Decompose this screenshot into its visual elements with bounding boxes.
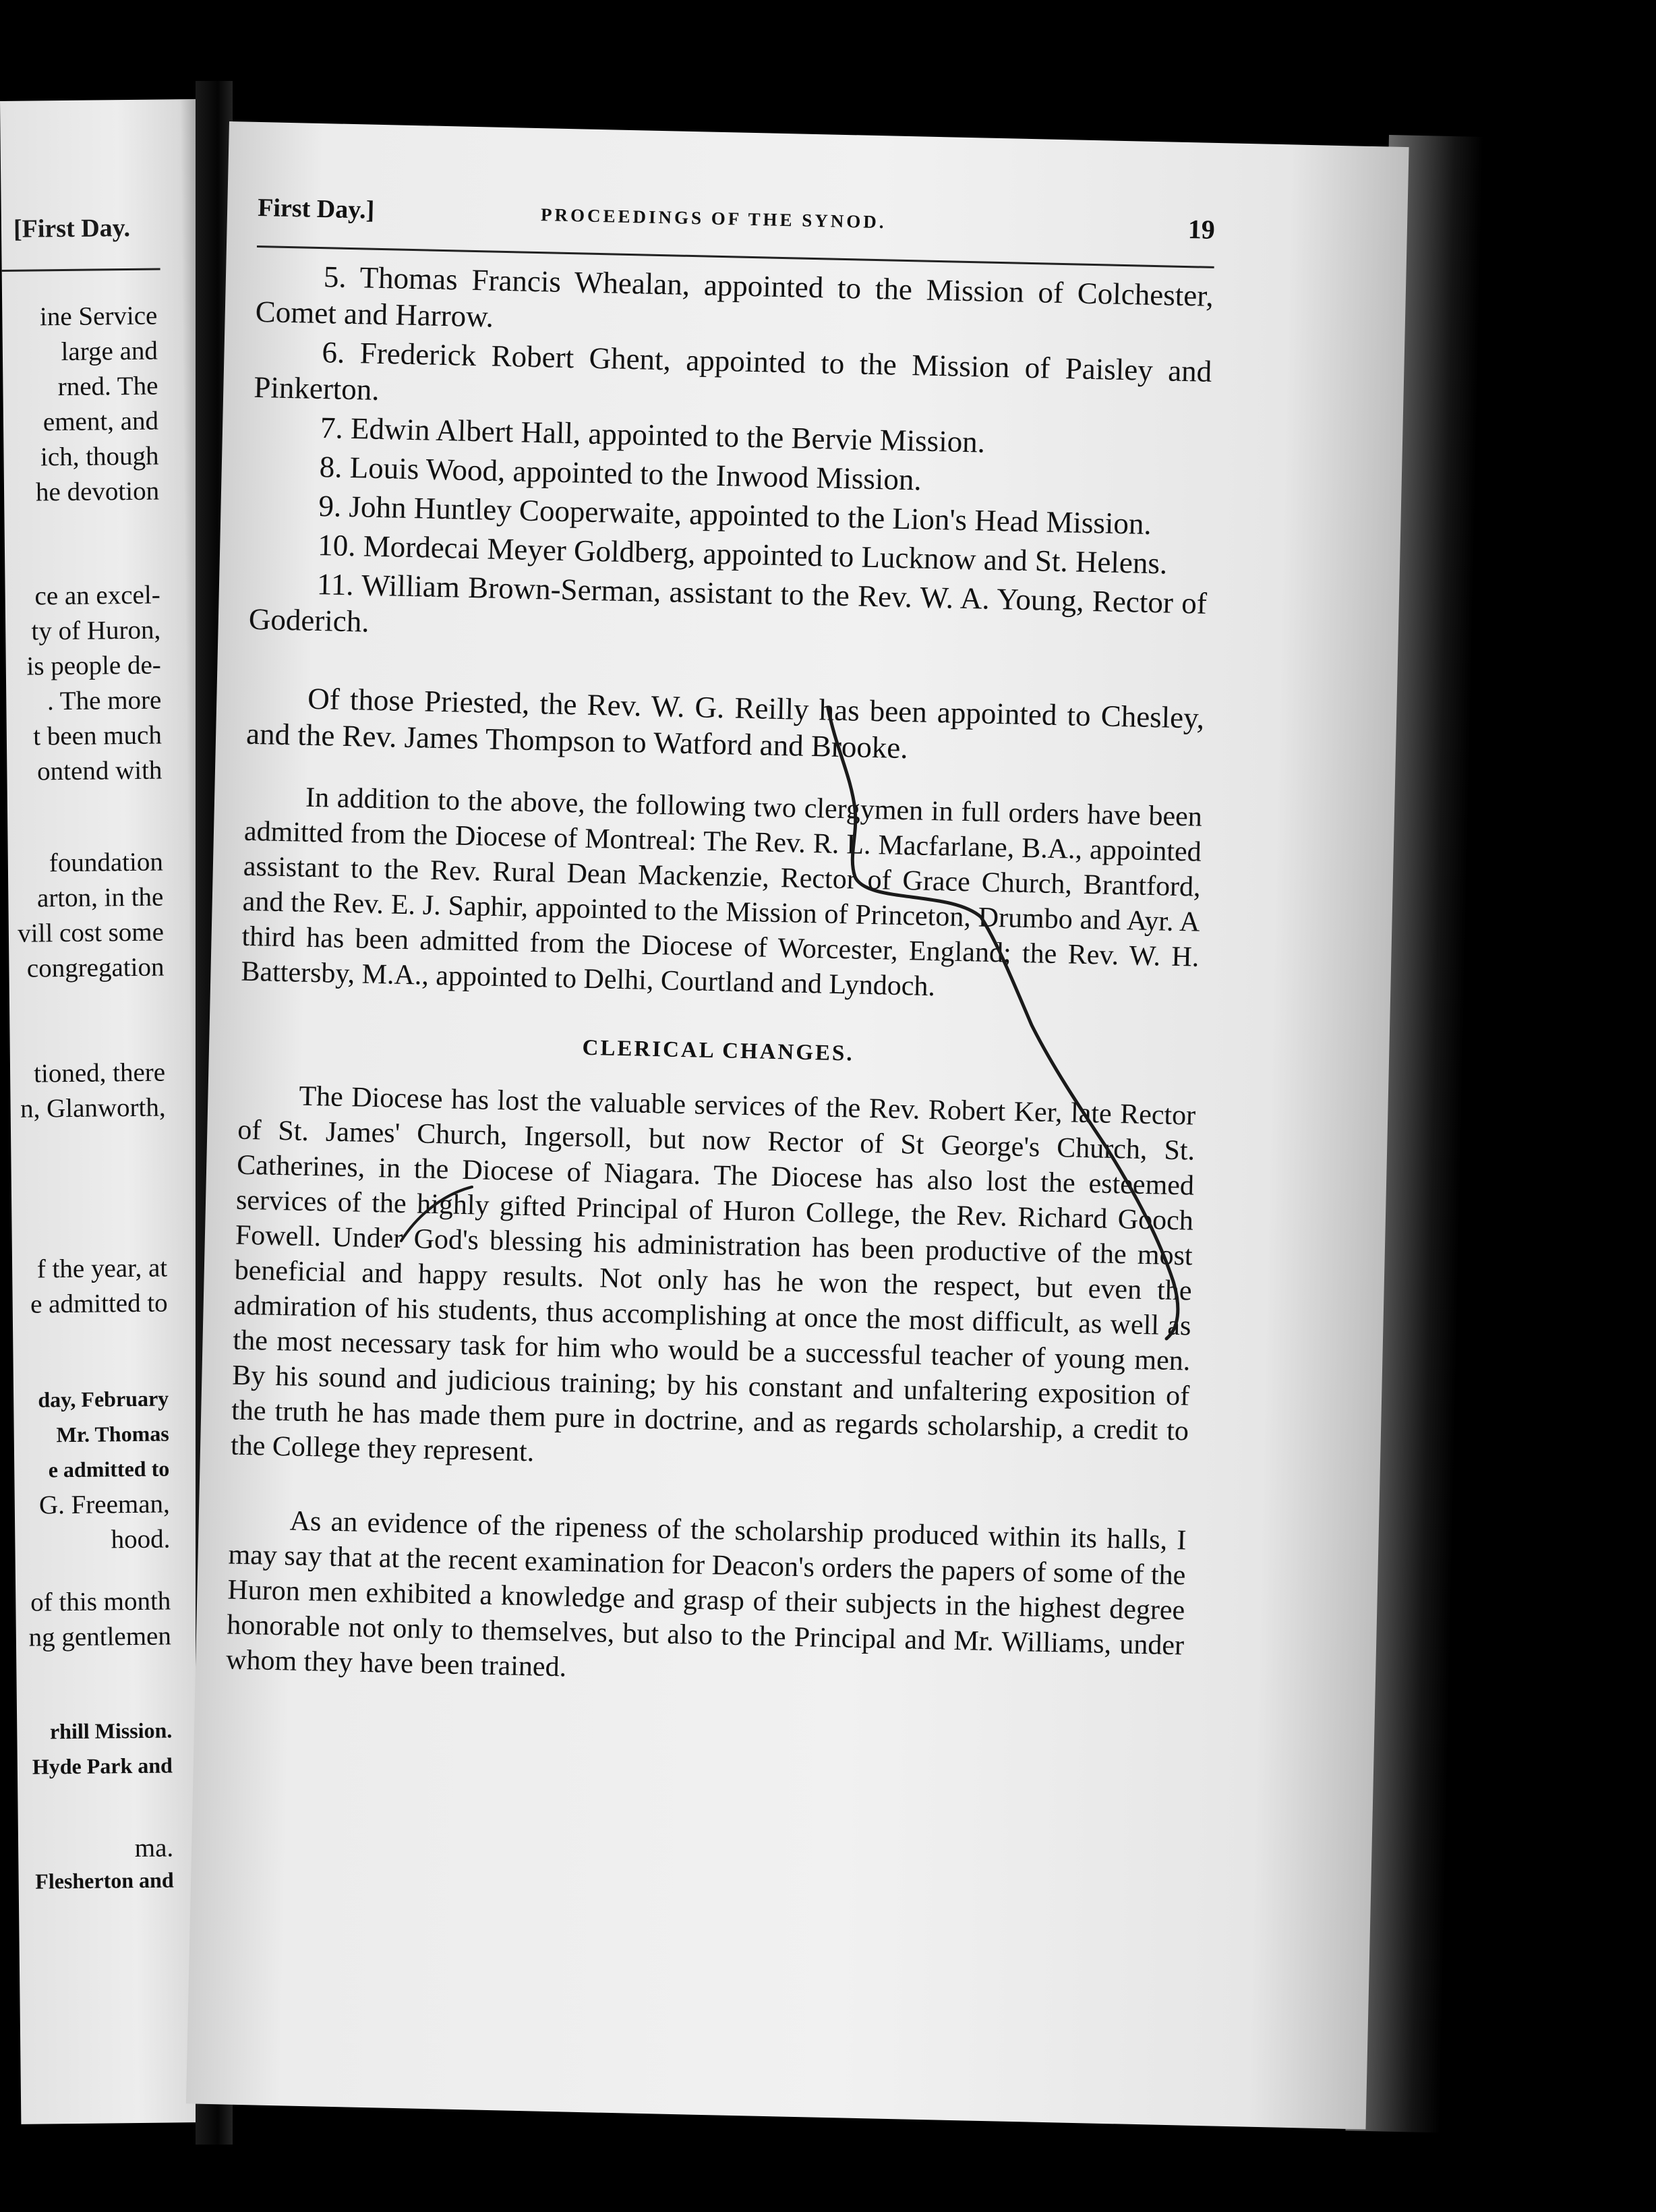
left-line: e admitted to bbox=[48, 1456, 170, 1482]
page-number: 19 bbox=[1187, 214, 1216, 245]
left-line: large and bbox=[61, 336, 158, 367]
paragraph-evidence: As an evidence of the ripeness of the scholarship produced within its halls, I may say that at the recent examination for Deacon's orders the papers of some of the Huron men exhibited a knowledge and grasp of their subjects in the highest degree honorable not only to themselves, but also to the Principal and Mr. Williams, under whom they have been trained. bbox=[225, 1505, 1187, 1683]
ordination-entry: 8. Louis Wood, appointed to the Inwood Mission. bbox=[319, 450, 922, 497]
left-line: ich, though bbox=[40, 441, 159, 472]
left-line: f the year, at bbox=[36, 1253, 168, 1284]
left-line: Hyde Park and bbox=[32, 1753, 173, 1779]
running-head bbox=[257, 193, 1215, 261]
left-page-text bbox=[0, 99, 216, 2124]
left-line: of this month bbox=[30, 1586, 171, 1617]
paragraph-admitted: In addition to the above, the following two clergymen in full orders have been admitted from the Diocese of Montreal: The Rev. R. L. Macfarlane, B.A., appointed assistant to the Rev. Rural Dean Mackenzie, Rector of Grace Church, Brantford, and the Rev. E. J. Saphir, appointed to the Mission of Princeton, Drumbo and Ayr. A third has been admitted from the Diocese of Worcester, England; the Rev. W. H. Battersby, M.A., appointed to Delhi, Courtland and Lyndoch. bbox=[241, 782, 1203, 1003]
left-line: congregation bbox=[26, 952, 165, 983]
left-line: ng gentlemen bbox=[28, 1621, 172, 1652]
left-line: ontend with bbox=[36, 755, 162, 786]
right-page bbox=[186, 121, 1409, 2129]
ordination-entry: 9. John Huntley Cooperwaite, appointed to the Lion's Head Mission. bbox=[318, 489, 1152, 541]
left-line: is people de- bbox=[26, 650, 161, 681]
left-line: ine Service bbox=[39, 301, 158, 332]
left-line: he devotion bbox=[35, 476, 160, 507]
left-line: vill cost some bbox=[18, 917, 165, 948]
left-line: ce an excel- bbox=[34, 580, 160, 611]
left-line: ement, and bbox=[42, 406, 159, 437]
left-line: hood. bbox=[111, 1524, 171, 1554]
left-line: e admitted to bbox=[30, 1288, 168, 1319]
section-heading: CLERICAL CHANGES. bbox=[582, 1035, 854, 1066]
left-line: tioned, there bbox=[33, 1057, 166, 1088]
ordination-entry: 10. Mordecai Meyer Goldberg, appointed to Lucknow and St. Helens. bbox=[317, 528, 1168, 581]
left-line: t been much bbox=[33, 720, 162, 751]
left-line: G. Freeman, bbox=[38, 1489, 171, 1520]
running-head-title: PROCEEDINGS OF THE SYNOD. bbox=[540, 204, 887, 233]
paragraph-priested: Of those Priested, the Rev. W. G. Reilly has been appointed to Chesley, and the Rev. James Thompson to Watford and Brooke. bbox=[245, 681, 1205, 765]
left-line: ma. bbox=[134, 1833, 174, 1863]
paragraph-clerical-changes: The Diocese has lost the valuable services of the Rev. Robert Ker, late Rector of St. James' Church, Ingersoll, but now Rector of St George's Church, St. Catherines, in the Diocese of Niagara. The Diocese has also lost the esteemed services of the highly gifted Principal of Huron College, the Rev. Richard Gooch Fowell. Under God's blessing his administration has been productive of the most beneficial and happy results. Not only has he won the respect, but even the admiration of his students, thus accomplishing at once the most difficult, as well as the most necessary task for him who would be a successful teacher of young men. By his sound and judicious training; by his constant and unfaltering exposition of the truth he has made them pure in doctrine, and as regards scholarship, a credit to the College they represent. bbox=[230, 1080, 1196, 1468]
left-running-head: [First Day. bbox=[13, 213, 131, 243]
ordination-entry: 6. Frederick Robert Ghent, appointed to the Mission of Paisley and Pinkerton. bbox=[253, 335, 1212, 407]
left-line: arton, in the bbox=[36, 882, 164, 913]
left-line: ty of Huron, bbox=[31, 615, 161, 646]
left-line: day, February bbox=[38, 1386, 169, 1412]
left-line: foundation bbox=[49, 847, 164, 878]
right-page-text bbox=[226, 193, 1216, 1698]
left-line: Flesherton and bbox=[35, 1867, 174, 1894]
left-page bbox=[0, 99, 216, 2124]
left-line: n, Glanworth, bbox=[20, 1093, 166, 1124]
ordination-entry: 5. Thomas Francis Whealan, appointed to the Mission of Colchester, Comet and Harrow. bbox=[255, 260, 1214, 334]
left-line: rned. The bbox=[57, 371, 158, 402]
left-line: . The more bbox=[47, 685, 162, 716]
left-line: Mr. Thomas bbox=[56, 1421, 169, 1447]
running-head-left: First Day.] bbox=[257, 193, 375, 225]
ordination-entry: 7. Edwin Albert Hall, appointed to the Bervie Mission. bbox=[320, 411, 986, 459]
ordination-entry: 11. William Brown-Serman, assistant to the Rev. W. A. Young, Rector of Goderich. bbox=[248, 567, 1208, 639]
left-line: rhill Mission. bbox=[49, 1718, 173, 1744]
